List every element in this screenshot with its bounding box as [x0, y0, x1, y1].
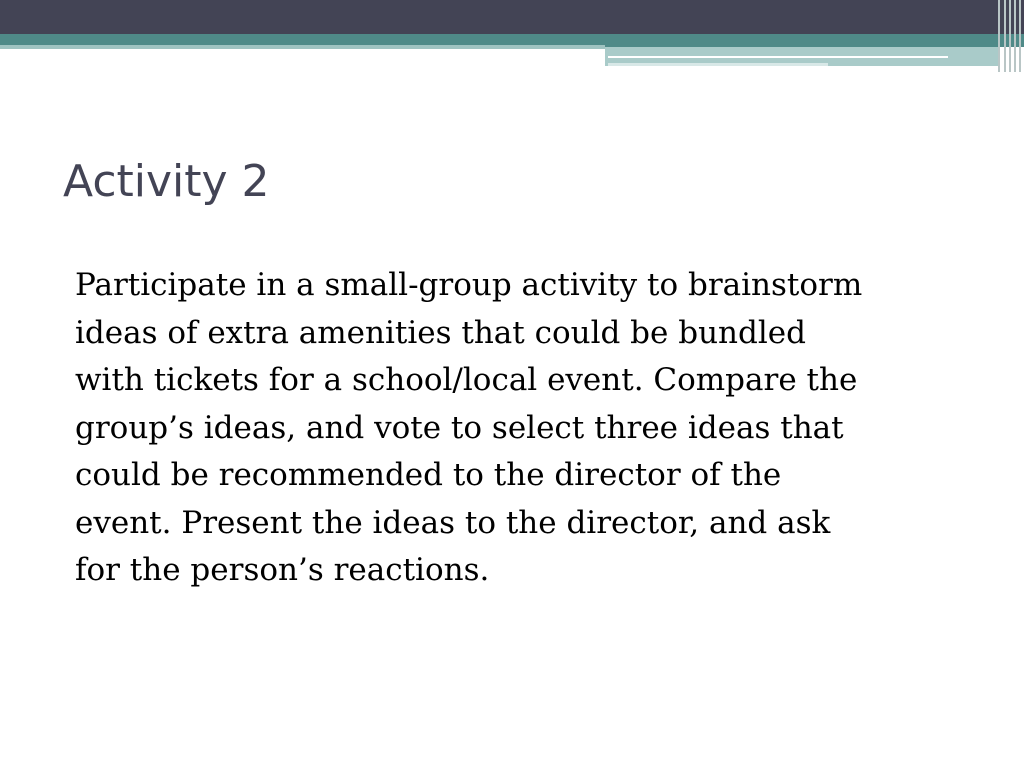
header-ledge-line-secondary: [608, 63, 828, 66]
body-line: group’s ideas, and vote to select three ideas that: [75, 409, 844, 446]
slide-title: Activity 2: [63, 156, 270, 207]
body-line: Participate in a small-group activity to brainstorm: [75, 267, 863, 303]
header-vertical-lines: [994, 0, 1024, 72]
body-line: for the person’s reactions.: [75, 552, 490, 588]
body-line: event. Present the ideas to the director, and ask: [75, 504, 831, 541]
body-line: with tickets for a school/local event. Compare the: [75, 362, 858, 398]
slide-body: [75, 262, 975, 595]
header-ledge-line: [608, 56, 948, 58]
header-banner-dark: [0, 0, 1024, 34]
body-line: ideas of extra amenities that could be bundled: [75, 314, 806, 351]
header-stripe-light: [0, 45, 605, 49]
body-line: could be recommended to the director of the: [75, 457, 782, 493]
